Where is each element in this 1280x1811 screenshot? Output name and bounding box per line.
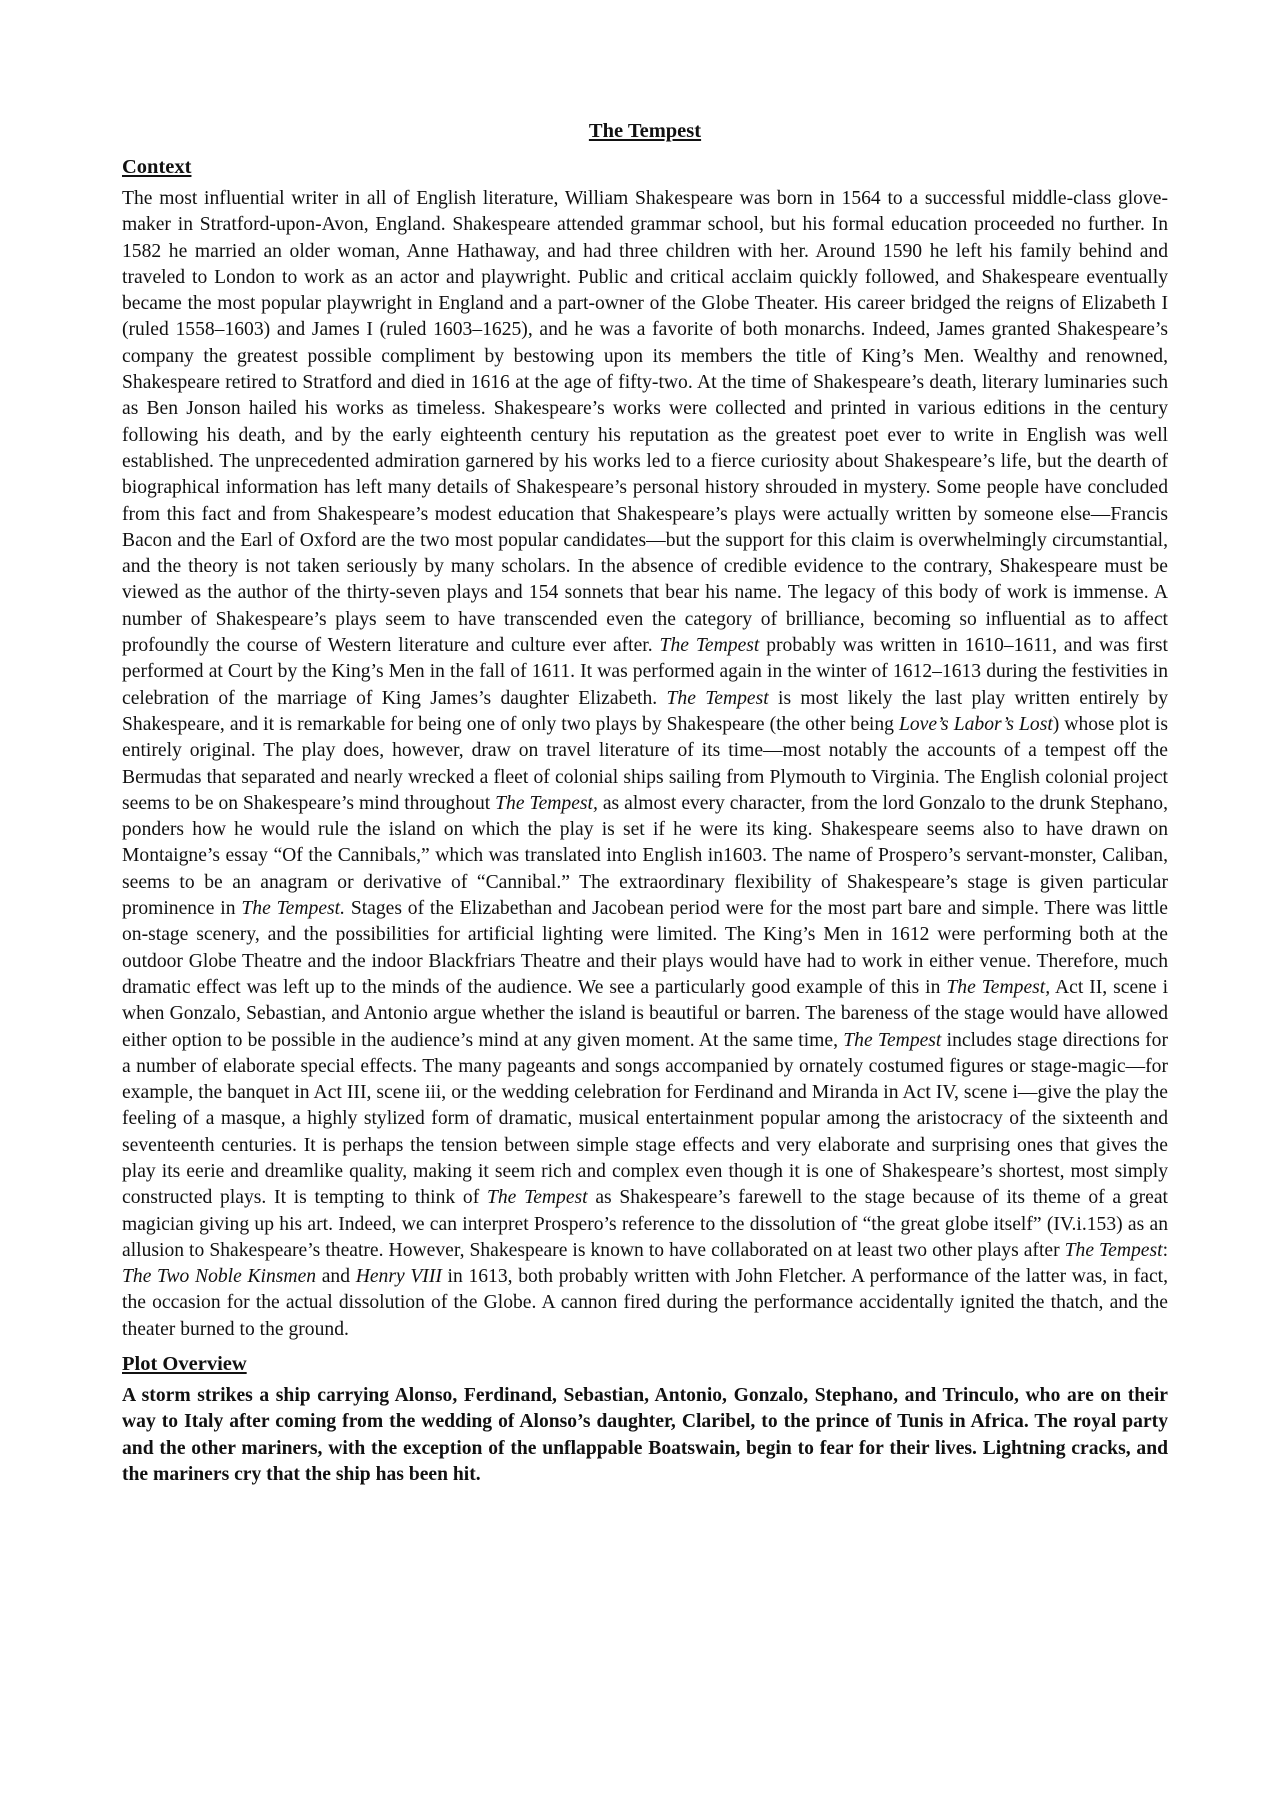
- context-text-3: is most likely the last play written entirely by Shakespeare, and it is remarkable for being one of only two plays by Shakespeare (the other being: [122, 687, 1169, 735]
- context-paragraph: [122, 186, 1168, 1343]
- context-text-5: as almost every character, from the lord Gonzalo to the drunk Stephano, ponders how he would rule the island on which the play is set if he were its king. Shakespeare seems also to have drawn on Montaigne’s essay “Of the Cannibals,” which was translated into English in1603. The name of Prospero’s servant-monster, Caliban, seems to be an anagram or derivative of “Cannibal.” The extraordinary flexibility of Shakespeare’s stage is given particular prominence in: [122, 792, 1168, 920]
- italic-title-two-noble-kinsmen: The Two Noble Kinsmen: [122, 1266, 317, 1288]
- and-word: and: [321, 1266, 351, 1288]
- italic-title-tempest: The Tempest: [1064, 1239, 1163, 1261]
- plot-overview-paragraph: A storm strikes a ship carrying Alonso, Ferdinand, Sebastian, Antonio, Gonzalo, Stephano, and Trinculo, who are on their way to Italy after coming from the wedding of Alonso’s daughter, Claribel, to the prince of Tunis in Africa. The royal party and the other mariners, with the exception of the unflappable Boatswain, begin to fear for their lives. Lightning cracks, and the mariners cry that the ship has been hit.: [122, 1385, 1168, 1485]
- italic-title-tempest: The Tempest,: [946, 976, 1051, 998]
- context-text-2: probably was written in 1610–1611, and was first performed at Court by the King’s Men in the fall of 1611. It was performed again in the winter of 1612–1613 during the festivities in celebration of the marriage of King James’s daughter Elizabeth.: [122, 635, 1168, 709]
- context-text-4: ) whose plot is entirely original. The play does, however, draw on travel literature of its time—most notably the accounts of a tempest off the Bermudas that separated and nearly wrecked a fleet of colonial ships sailing from Plymouth to Virginia. The English colonial project seems to be on Shakespeare’s mind throughout: [122, 713, 1168, 814]
- context-text-1: The most influential writer in all of English literature, William Shakespeare was born in 1564 to a successful middle-class glove-maker in Stratford-upon-Avon, England. Shakespeare attended grammar school, but his formal education proceeded no further. In 1582 he married an older woman, Anne Hathaway, and had three children with her. Around 1590 he left his family behind and traveled to London to work as an actor and playwright. Public and critical acclaim quickly followed, and Shakespeare eventually became the most popular playwright in England and a part-owner of the Globe Theater. His career bridged the reigns of Elizabeth I (ruled 1558–1603) and James I (ruled 1603–1625), and he was a favorite of both monarchs. Indeed, James granted Shakespeare’s company the greatest possible compliment by bestowing upon its members the title of King’s Men. Wealthy and renowned, Shakespeare retired to Stratford and died in 1616 at the age of fifty-two. At the time of Shakespeare’s death, literary luminaries such as Ben Jonson hailed his works as timeless. Shakespeare’s works were collected and printed in various editions in the century following his death, and by the early eighteenth century his reputation as the greatest poet ever to write in English was well established. The unprecedented admiration garnered by his works led to a fierce curiosity about Shakespeare’s life, but the dearth of biographical information has left many details of Shakespeare’s personal history shrouded in mystery. Some people have concluded from this fact and from Shakespeare’s modest education that Shakespeare’s plays were actually written by someone else—Francis Bacon and the Earl of Oxford are the two most popular candidates—but the support for this claim is overwhelmingly circumstantial, and the theory is not taken seriously by many scholars. In the absence of credible evidence to the contrary, Shakespeare must be viewed as the author of the thirty-seven plays and 154 sonnets that bear his name. The legacy of this body of work is immense. A number of Shakespeare’s plays seem to have transcended even the category of brilliance, becoming so influential as to affect profoundly the course of Western literature and culture ever after.: [122, 188, 1168, 657]
- italic-title-tempest: The Tempest.: [241, 898, 345, 920]
- context-heading: Context: [122, 156, 192, 178]
- context-text-10: in 1613, both probably written with John Fletcher. A performance of the latter was, in fact, the occasion for the actual dissolution of the Globe. A cannon fired during the performance accidentally ignited the thatch, and the theater burned to the ground.: [122, 1266, 1168, 1340]
- document-page: [122, 118, 1168, 1488]
- italic-title-tempest: The Tempest,: [495, 792, 598, 814]
- italic-title-tempest: The Tempest: [843, 1029, 942, 1051]
- italic-title-tempest: The Tempest: [666, 687, 769, 709]
- italic-title-tempest: The Tempest: [659, 635, 760, 657]
- italic-title-henry-viii: Henry VIII: [355, 1266, 442, 1288]
- colon: :: [1162, 1239, 1169, 1261]
- context-text-9: as Shakespeare’s farewell to the stage because of its theme of a great magician giving up his art. Indeed, we can interpret Prospero’s reference to the dissolution of “the great globe itself” (IV.i.153) as an allusion to Shakespeare’s theatre. However, Shakespeare is known to have collaborated on at least two other plays after: [122, 1187, 1168, 1261]
- context-text-6: Stages of the Elizabethan and Jacobean period were for the most part bare and simple. There was little on-stage scenery, and the possibilities for artificial lighting were limited. The King’s Men in 1612 were performing both at the outdoor Globe Theatre and the indoor Blackfriars Theatre and their plays would have had to work in either venue. Therefore, much dramatic effect was left up to the minds of the audience. We see a particularly good example of this in: [122, 898, 1169, 998]
- context-text-7: Act II, scene i when Gonzalo, Sebastian, and Antonio argue whether the island is beautiful or barren. The bareness of the stage would have allowed either option to be possible in the audience’s mind at any given moment. At the same time,: [122, 976, 1169, 1051]
- plot-overview-heading: Plot Overview: [122, 1353, 247, 1376]
- italic-title-loves-labors-lost: Love’s Labor’s Lost: [898, 713, 1053, 735]
- context-text-8: includes stage directions for a number of elaborate special effects. The many pageants and songs accompanied by ornately costumed figures or stage-magic—for example, the banquet in Act III, scene iii, or the wedding celebration for Ferdinand and Miranda in Act IV, scene i—give the play the feeling of a masque, a highly stylized form of dramatic, musical entertainment popular among the aristocracy of the sixteenth and seventeenth centuries. It is perhaps the tension between simple stage effects and very elaborate and surprising ones that gives the play its eerie and dreamlike quality, making it seem rich and complex even though it is one of Shakespeare’s shortest, most simply constructed plays. It is tempting to think of: [122, 1029, 1168, 1209]
- italic-title-tempest: The Tempest: [486, 1187, 588, 1209]
- page-title: The Tempest: [588, 120, 702, 142]
